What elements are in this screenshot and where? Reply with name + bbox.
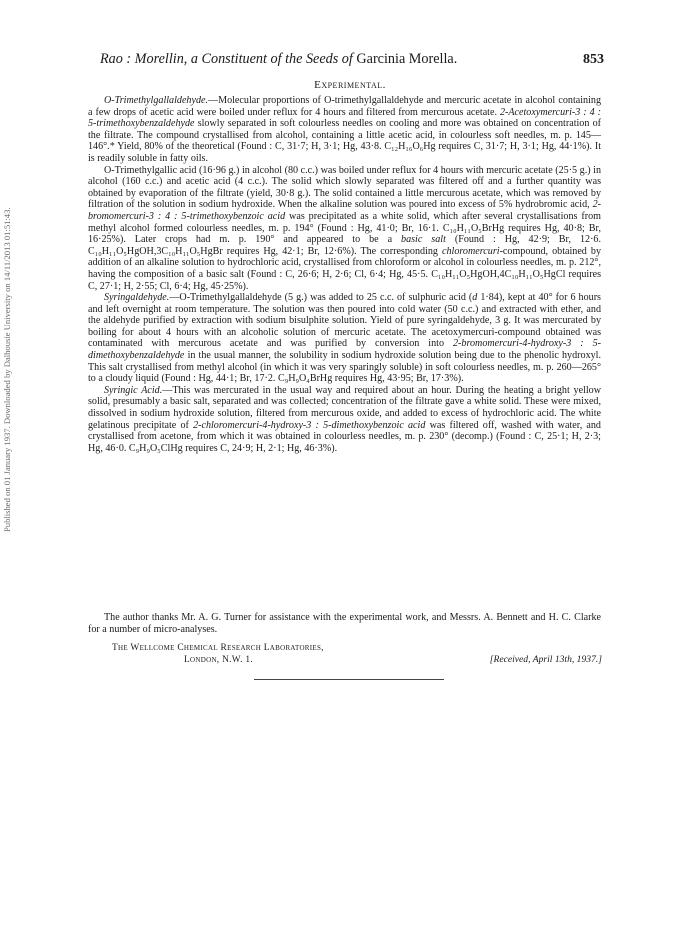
italic-text: 2-chloromercuri-4-hydroxy-3 : 5-dimethoxybenzoic acid — [193, 419, 426, 431]
text-run: 1·84), kept at 40° for 6 hours and left overnight at room temperature. The solution was then poured into cold water (50 c.c.) and extracted with ether, and the aldehyde purified by extraction with sodium bisulphite solution. Yield of pure syringaldehyde, 3 g. It was mercurated by boiling for about 4 hours with an alcoholic solution of mercuric acetate. The acetoxymercuri-compound obtained was contaminated with mercurous acetate and was purified by conversion into — [88, 292, 601, 350]
text-run: -compound, obtained by addition of an alkaline solution to hydrochloric acid, crystallised from chloroform or alcohol in colourless needles, m. p. 212°, having the composition of a basic salt (Found : C, 26·6; H, 2·6; Cl, 6·4; Hg, 45·5. C₁₀H₁₁O₅HgOH,4C₁₀H₁₁O₅HgCl requires C, 27·1; H, 2·55; Cl, 6·4; Hg, 45·25%). — [88, 245, 601, 292]
page-number: 853 — [583, 52, 604, 67]
text-run: —Molecular proportions of O-trimethylgallaldehyde and mercuric acetate in alcohol containing a few drops of acetic acid were boiled under reflux for 4 hours and filtered from mercurous acetate. — [88, 95, 601, 118]
received-date: [Received, April 13th, 1937.] — [489, 654, 602, 665]
italic-text: Syringaldehyde. — [104, 292, 170, 304]
address-line-1: The Wellcome Chemical Research Laboratories, — [112, 643, 324, 653]
paragraph — [88, 292, 601, 385]
text-run: was precipitated as a white solid, which after several crystallisations from methyl alcohol formed colourless needles, m. p. 194° (Found : Hg, 41·0; Br, 16·1. C₁₀H₁₁O₅BrHg requires Hg, 40·8; Br, 16·25%). Later crops had m. p. 190° and appeared to be a — [88, 210, 601, 246]
text-run: —This was mercurated in the usual way and required about an hour. During the heating a bright yellow solid, presumably a basic salt, separated and was collected; concentration of the filtrate gave a white solid. These were mixed, dissolved in sodium hydroxide solution, filtered from mercurous oxide, and added to excess of hydrochloric acid. The white gelatinous precipitate of — [88, 384, 602, 431]
paragraph — [88, 95, 601, 165]
acknowledgement — [88, 612, 601, 636]
running-title — [100, 51, 457, 68]
text-run: O-Trimethylgallic acid (16·96 g.) in alcohol (80 c.c.) was boiled under reflux for 4 hours with mercuric acetate (25·5 g.) in alcohol (160 c.c.) and acetic acid (4 c.c.). The solid which slowly separated was filtered off and a further quantity was obtained by evaporation of the filtrate (yield, 30·8 g.). The solid contained a little mercurous acetate, which was removed by filtration of the solution in sodium hydroxide. When the alkaline solution was poured into excess of 5% hydrobromic acid, — [88, 164, 601, 211]
italic-text: 2-Acetoxymercuri-3 : 4 : 5-trimethoxybenzaldehyde — [88, 106, 601, 130]
text-run: was filtered off, washed with water, and crystallised from acetone, from which it was obtained in colourless needles, m. p. 230° (decomp.) (Found : C, 25·1; H, 2·3; Hg, 46·0. C₉H₉O₅ClHg requires C, 24·9; H, 2·1; Hg, 46·3%). — [88, 419, 601, 454]
italic-text: 2-bromomercuri-3 : 4 : 5-trimethoxybenzoic acid — [88, 199, 601, 222]
download-notice: Published on 01 January 1937. Downloaded by Dalhousie University on 14/11/2013 01:51:43. — [2, 207, 12, 533]
acknowledgement-text: The author thanks Mr. A. G. Turner for assistance with the experimental work, and Messrs. A. Bennett and H. C. Clarke for a number of micro-analyses. — [88, 612, 601, 635]
running-title-italic: Rao : Morellin, a Constituent of the Seeds of — [100, 51, 357, 67]
institution-address — [112, 643, 324, 666]
text-run: in the usual manner, the solubility in sodium hydroxide solution being due to the phenolic hydroxyl. This salt crystallised from methyl alcohol (in which it was very sparingly soluble) in soft colourless needles, m. p. 260—265° to a cloudy liquid (Found : Hg, 44·1; Br, 17·2. C₉H₉O₄BrHg requires Hg, 43·95; Br, 17·3%). — [88, 350, 601, 385]
running-title-plain: Garcinia Morella. — [356, 51, 458, 67]
text-run: —O-Trimethylgallaldehyde (5 g.) was added to 25 c.c. of sulphuric acid ( — [169, 292, 473, 304]
paragraph — [88, 165, 601, 293]
section-heading: Experimental. — [314, 79, 386, 91]
article-body — [88, 95, 601, 454]
paragraph — [88, 385, 601, 455]
italic-text: chloromercuri — [442, 245, 500, 257]
italic-text: 2-bromomercuri-4-hydroxy-3 : 5-dimethoxybenzaldehyde — [88, 338, 601, 362]
text-run: slowly separated in soft colourless needles on cooling and more was obtained on concentration of the filtrate. The compound crystallised from alcohol, containing a little acetic acid, in colourless soft needles, m. p. 145—146°.* Yield, 80% of the theoretical (Found : C, 31·7; H, 3·1; Hg, 43·8. C₁₂H₁₆O₆Hg requires C, 31·7; H, 3·1; Hg, 44·1%). It is readily soluble in fatty oils. — [88, 118, 601, 164]
address-line-2: London, N.W. 1. — [184, 654, 254, 665]
text-run: (Found : Hg, 42·9; Br, 12·6. C₁₀H₁₁O₅HgOH,3C₁₀H₁₁O₅HgBr requires Hg, 42·1; Br, 12·6%). The corresponding — [88, 234, 602, 257]
italic-text: d — [472, 292, 478, 304]
running-header — [100, 51, 604, 69]
italic-text: Syringic Acid. — [104, 384, 163, 396]
end-rule — [254, 679, 444, 680]
italic-text: basic salt — [401, 234, 446, 246]
italic-text: O-Trimethylgallaldehyde. — [104, 95, 209, 106]
